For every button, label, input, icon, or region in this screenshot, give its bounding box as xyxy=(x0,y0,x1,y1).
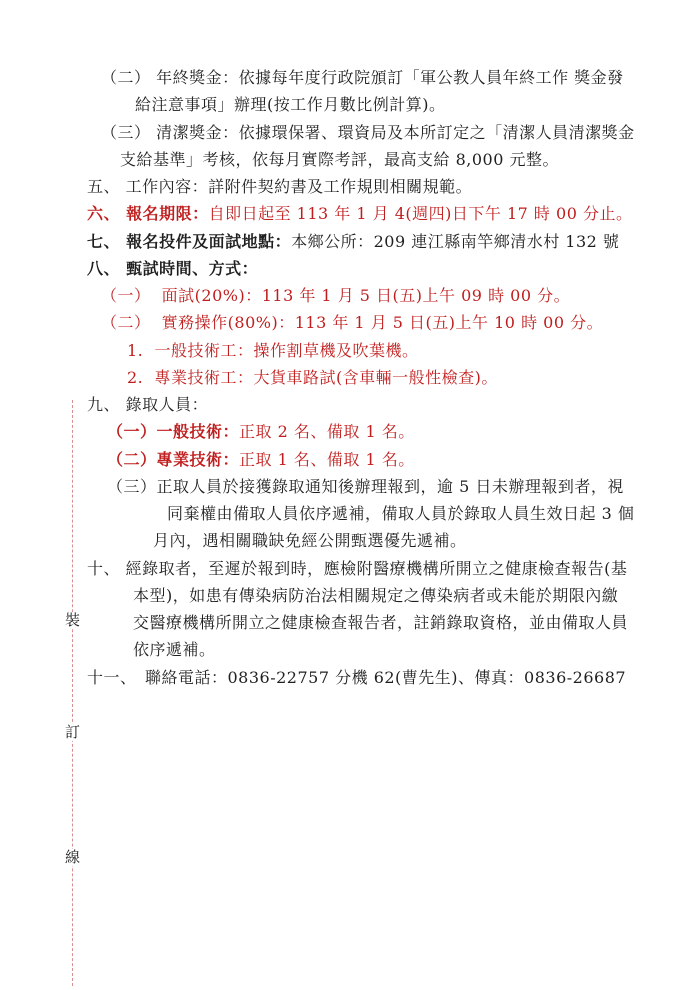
doc-line-pro-tech: 2. 專業技術工：大貨車路試(含車輛一般性檢查)。 xyxy=(127,367,498,387)
doc-line-item11-contact: 十一、 聯絡電話：0836-22757 分機 62(曹先生)、傳真：0836-26687 xyxy=(87,667,627,687)
doc-line-bonus-yearend: （二） 年終獎金：依據每年度行政院頒訂「軍公教人員年終工作 獎金發 xyxy=(101,68,624,87)
doc-line-item10-health-check: 十、 經錄取者，至遲於報到時，應檢附醫療機構所開立之健康檢查報告(基 xyxy=(87,558,628,578)
doc-line-quota-pro: （二）專業技術：正取 1 名、備取 1 名。 xyxy=(107,449,415,469)
document-body xyxy=(87,64,672,691)
doc-line-bonus-yearend-cont: 給注意事項」辦理(按工作月數比例計算)。 xyxy=(135,95,446,115)
doc-line-report-rule-cont1: 同棄權由備取人員依序遞補，備取人員於錄取人員生效日起 3 個 xyxy=(167,504,635,523)
doc-line-item9-admitted: 九、 錄取人員： xyxy=(87,395,209,414)
doc-line-item7-location: 七、 報名投件及面試地點：本鄉公所：209 連江縣南竿鄉清水村 132 號 xyxy=(87,231,620,251)
doc-line-practical: （二） 實務操作(80%)：113 年 1 月 5 日(五)上午 10 時 00 分。 xyxy=(101,313,604,333)
doc-line-health-cont2: 交醫療機構所開立之健康檢查報告者，註銷錄取資格，並由備取人員 xyxy=(133,613,629,632)
doc-line-quota-general: （一）一般技術：正取 2 名、備取 1 名。 xyxy=(107,422,415,442)
doc-line-general-tech: 1. 一般技術工：操作割草機及吹葉機。 xyxy=(127,340,419,360)
doc-line-item5-work-content: 五、 工作內容：詳附件契約書及工作規則相關規範。 xyxy=(87,177,473,196)
doc-line-health-cont1: 本型)，如患有傳染病防治法相關規定之傳染病者或未能於期限內繳 xyxy=(133,585,619,605)
binding-dotted-line xyxy=(72,400,73,986)
binding-mark-ding: 訂 xyxy=(64,723,80,741)
doc-line-bonus-cleaning-cont: 支給基準」考核，依每月實際考評，最高支給 8,000 元整。 xyxy=(120,149,559,169)
doc-line-report-rule: （三）正取人員於接獲錄取通知後辦理報到，逾 5 日未辦理報到者，視 xyxy=(107,476,624,496)
binding-mark-xian: 線 xyxy=(64,848,80,866)
doc-line-item8-exam-time: 八、 甄試時間、方式： xyxy=(87,258,259,278)
doc-line-item6-deadline: 六、 報名期限：自即日起至 113 年 1 月 4(週四)日下午 17 時 00 分止。 xyxy=(87,204,633,224)
doc-line-report-rule-cont2: 月內，遇相關職缺免經公開甄選優先遞補。 xyxy=(153,531,467,551)
doc-line-health-cont3: 依序遞補。 xyxy=(133,640,216,660)
doc-line-bonus-cleaning: （三） 清潔獎金：依據環保署、環資局及本所訂定之「清潔人員清潔獎金 xyxy=(101,122,635,142)
binding-mark-zhuang: 裝 xyxy=(64,611,80,629)
doc-line-interview: （一） 面試(20%)：113 年 1 月 5 日(五)上午 09 時 00 分。 xyxy=(101,286,571,305)
